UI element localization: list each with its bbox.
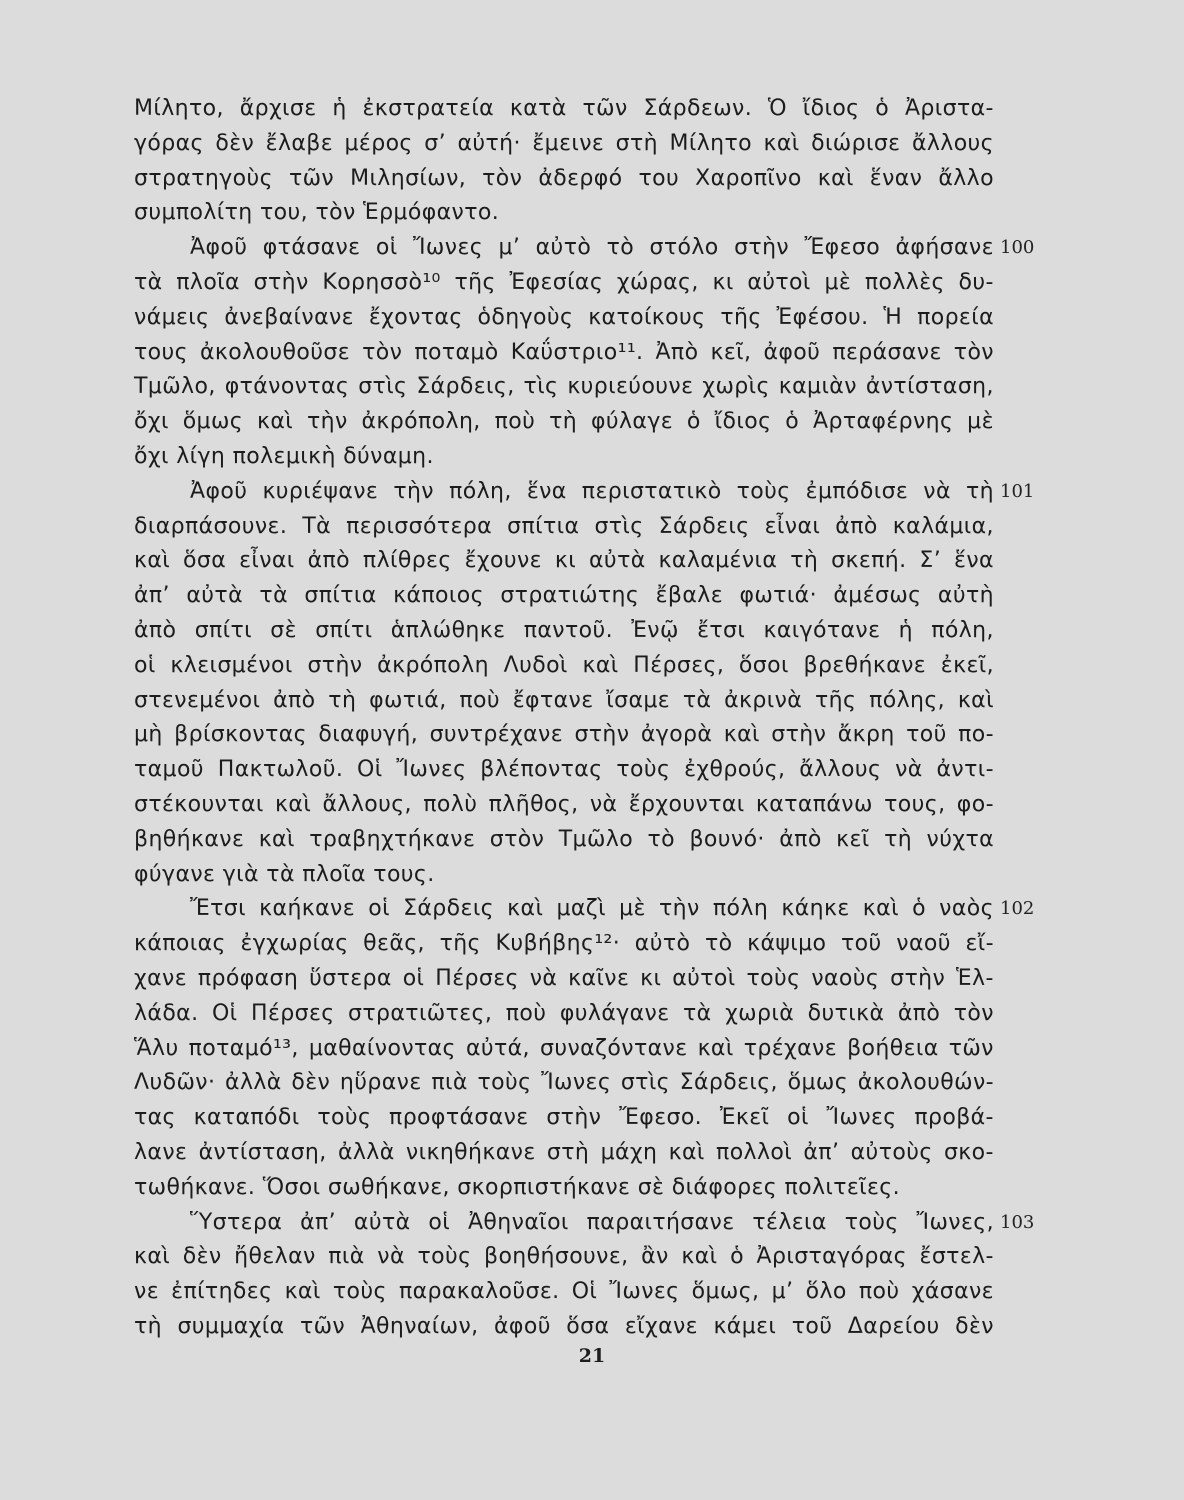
text-line: λάδα. Οἱ Πέρσες στρατιῶτες, ποὺ φυλάγανε τὰ χωριὰ δυτικὰ ἀπὸ τὸν (134, 1000, 994, 1026)
text-line: οἱ κλεισμένοι στὴν ἀκρόπολη Λυδοὶ καὶ Πέρσες, ὅσοι βρεθήκανε ἐκεῖ, (134, 652, 994, 678)
text-line: στρατηγοὺς τῶν Μιλησίων, τὸν ἀδερφό του Χαροπῖνο καὶ ἕναν ἄλλο (134, 165, 994, 191)
text-line: μὴ βρίσκοντας διαφυγή, συντρέχανε στὴν ἀγορὰ καὶ στὴν ἄκρη τοῦ πο- (134, 722, 994, 748)
text-line: στενεμένοι ἀπὸ τὴ φωτιά, ποὺ ἔφτανε ἴσαμε τὰ ἀκρινὰ τῆς πόλης, καὶ (134, 687, 994, 713)
section-number: 101 (1000, 480, 1035, 502)
text-line: καὶ ὅσα εἶναι ἀπὸ πλίθρες ἔχουνε κι αὐτὰ καλαμένια τὴ σκεπή. Σ’ ἕνα (134, 548, 994, 574)
text-line: Ὕστερα ἀπ’ αὐτὰ οἱ Ἀθηναῖοι παραιτήσανε τέλεια τοὺς Ἴωνες, (190, 1209, 994, 1235)
section-number: 102 (1000, 898, 1035, 920)
text-line: Μίλητο, ἄρχισε ἡ ἐκστρατεία κατὰ τῶν Σάρδεων. Ὁ ἴδιος ὁ Ἀριστα- (134, 96, 994, 121)
text-line: ἀπὸ σπίτι σὲ σπίτι ἁπλώθηκε παντοῦ. Ἐνῷ ἔτσι καιγότανε ἡ πόλη, (134, 617, 994, 643)
text-line: ὄχι ὅμως καὶ τὴν ἀκρόπολη, ποὺ τὴ φύλαγε ὁ ἴδιος ὁ Ἀρταφέρνης μὲ (134, 409, 994, 435)
text-line: Ἀφοῦ κυριέψανε τὴν πόλη, ἕνα περιστατικὸ τοὺς ἐμπόδισε νὰ τὴ (190, 478, 994, 504)
text-line: νάμεις ἀνεβαίνανε ἔχοντας ὁδηγοὺς κατοίκους τῆς Ἐφέσου. Ἡ πορεία (134, 304, 994, 330)
section-number: 100 (1000, 237, 1035, 259)
text-line: ἀπ’ αὐτὰ τὰ σπίτια κάποιος στρατιώτης ἔβαλε φωτιά· ἀμέσως αὐτὴ (134, 583, 994, 609)
text-line: τους ἀκολουθοῦσε τὸν ποταμὸ Καΰστριο¹¹. Ἀπὸ κεῖ, ἀφοῦ περάσανε τὸν (134, 339, 994, 365)
text-line: νε ἐπίτηδες καὶ τοὺς παρακαλοῦσε. Οἱ Ἴωνες ὅμως, μ’ ὅλο ποὺ χάσανε (134, 1279, 994, 1305)
text-line: καὶ δὲν ἤθελαν πιὰ νὰ τοὺς βοηθήσουνε, ἂν καὶ ὁ Ἀρισταγόρας ἔστελ- (134, 1244, 994, 1270)
text-line: χανε πρόφαση ὕστερα οἱ Πέρσες νὰ καῖνε κι αὐτοὶ τοὺς ναοὺς στὴν Ἑλ- (134, 965, 994, 991)
text-line: τωθήκανε. Ὅσοι σωθήκανε, σκορπιστήκανε σὲ διάφορες πολιτεῖες. (134, 1174, 901, 1200)
text-line: λανε ἀντίσταση, ἀλλὰ νικηθήκανε στὴ μάχη καὶ πολλοὶ ἀπ’ αὐτοὺς σκο- (134, 1139, 994, 1165)
text-line: τὰ πλοῖα στὴν Κορησσὸ¹⁰ τῆς Ἐφεσίας χώρας, κι αὐτοὶ μὲ πολλὲς δυ- (134, 269, 994, 295)
text-line: Τμῶλο, φτάνοντας στὶς Σάρδεις, τὶς κυριεύουνε χωρὶς καμιὰν ἀντίσταση, (134, 374, 994, 400)
text-line: Λυδῶν· ἀλλὰ δὲν ηὕρανε πιὰ τοὺς Ἴωνες στὶς Σάρδεις, ὅμως ἀκολουθών- (134, 1070, 994, 1096)
text-line: βηθήκανε καὶ τραβηχτήκανε στὸν Τμῶλο τὸ βουνό· ἀπὸ κεῖ τὴ νύχτα (134, 826, 994, 852)
text-line: Ἅλυ ποταμό¹³, μαθαίνοντας αὐτά, συναζόντανε καὶ τρέχανε βοήθεια τῶν (134, 1035, 994, 1061)
page-number: 21 (578, 1345, 606, 1367)
text-line: γόρας δὲν ἔλαβε μέρος σ’ αὐτή· ἔμεινε στὴ Μίλητο καὶ διώρισε ἄλλους (134, 130, 994, 156)
text-line: τας καταπόδι τοὺς προφτάσανε στὴν Ἔφεσο. Ἐκεῖ οἱ Ἴωνες προβά- (134, 1105, 994, 1131)
text-line: Ἔτσι καήκανε οἱ Σάρδεις καὶ μαζὶ μὲ τὴν πόλη κάηκε καὶ ὁ ναὸς (190, 896, 994, 922)
text-line: Ἀφοῦ φτάσανε οἱ Ἴωνες μ’ αὐτὸ τὸ στόλο στὴν Ἔφεσο ἀφήσανε (190, 235, 994, 261)
text-line: στέκουνται καὶ ἄλλους, πολὺ πλῆθος, νὰ ἔρχουνται καταπάνω τους, φο- (134, 791, 994, 817)
text-line: διαρπάσουνε. Τὰ περισσότερα σπίτια στὶς Σάρδεις εἶναι ἀπὸ καλάμια, (134, 513, 994, 539)
section-number: 103 (1000, 1211, 1035, 1233)
text-line: ταμοῦ Πακτωλοῦ. Οἱ Ἴωνες βλέποντας τοὺς ἐχθρούς, ἄλλους νὰ ἀντι- (134, 757, 994, 783)
text-line: τὴ συμμαχία τῶν Ἀθηναίων, ἀφοῦ ὅσα εἴχανε κάμει τοῦ Δαρείου δὲν (134, 1313, 994, 1339)
text-line: φύγανε γιὰ τὰ πλοῖα τους. (134, 861, 435, 887)
text-line: συμπολίτη του, τὸν Ἑρμόφαντο. (134, 200, 500, 226)
text-line: κάποιας ἐγχωρίας θεᾶς, τῆς Κυβήβης¹²· αὐτὸ τὸ κάψιμο τοῦ ναοῦ εἴ- (134, 931, 994, 957)
body-text (134, 92, 994, 1345)
text-line: ὄχι λίγη πολεμικὴ δύναμη. (134, 443, 434, 469)
